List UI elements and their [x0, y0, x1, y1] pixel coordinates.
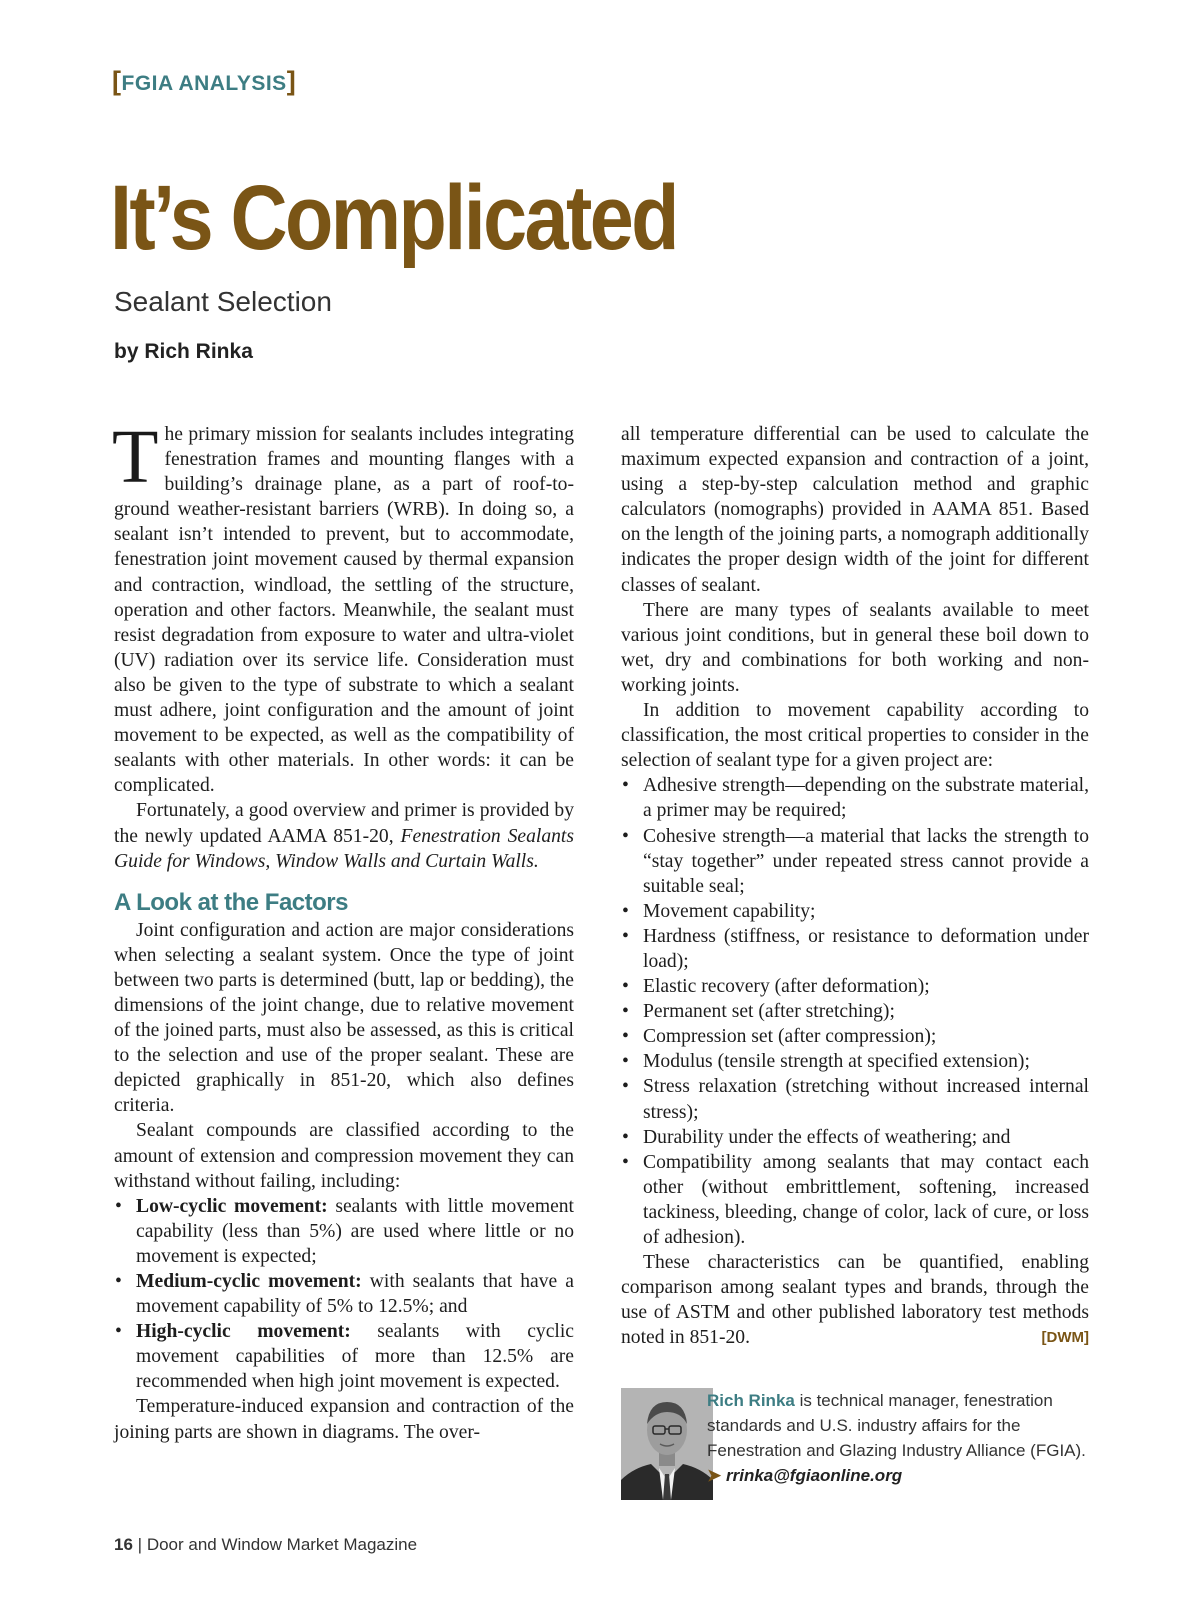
- list-item: • Adhesive strength—depending on the substrate material, a primer may be required;: [622, 775, 1089, 822]
- drop-cap: T: [112, 415, 159, 499]
- list-item-desc: with sealants that have a movement capability of 5% to 12.5%; and: [136, 1271, 574, 1318]
- author-email[interactable]: [707, 1466, 902, 1485]
- list-item: • Compatibility among sealants that may contact each other (without embrittlement, softening, increased tackiness, bleeding, change of color, lack of cure, or loss of adhesion).: [622, 1151, 1089, 1248]
- primer-text: Fortunately, a good overview and primer is provided by the newly updated AAMA 851-20,: [114, 800, 574, 847]
- list-item: • Cohesive strength—a material that lacks the strength to “stay together” under repeated stress cannot provide a suitable seal;: [622, 825, 1089, 897]
- right-column: [621, 422, 1089, 1350]
- list-item: • Movement capability;: [622, 900, 816, 922]
- footer-separator: |: [137, 1535, 143, 1554]
- list-item: • Permanent set (after stretching);: [622, 1001, 895, 1023]
- list-item: • Elastic recovery (after deformation);: [622, 976, 930, 998]
- bio-text: [707, 1388, 1097, 1488]
- author-portrait-icon: [621, 1388, 713, 1500]
- author-bio: [621, 1388, 1091, 1500]
- list-item-text: Modulus (tensile strength at specified extension);: [643, 1051, 1030, 1073]
- publication-title: Fenestration Sealants Guide for Windows, Window Walls and Curtain Walls.: [114, 825, 574, 872]
- email-address[interactable]: rrinka@fgiaonline.org: [725, 1466, 903, 1485]
- page-footer: [114, 1535, 417, 1555]
- factors-paragraph: Joint configuration and action are major considerations when selecting a sealant system. Once the type of joint between two parts is determined (butt, lap or bedding), the dimensions of the joint change, due to relative movement of the joined parts, must also be assessed, as this is critical to the selection and use of the proper sealant. These are depicted graphically in 851-20, which also defines criteria.: [114, 919, 574, 1117]
- author-description: is technical manager, fenestration standards and U.S. industry affairs for the Fenestration and Glazing Industry Alliance (FGIA).: [707, 1391, 1086, 1460]
- end-tag: [DWM]: [1041, 1329, 1089, 1347]
- properties-list: [621, 773, 1089, 1250]
- closing-text: These characteristics can be quantified, enabling comparison among sealant types and brands, through the use of ASTM and other published laboratory test methods noted in 851-20.: [621, 1252, 1089, 1349]
- list-item-text: Movement capability;: [643, 900, 816, 922]
- list-item-text: Permanent set (after stretching);: [643, 1001, 895, 1023]
- list-item: • Stress relaxation (stretching without increased internal stress);: [622, 1076, 1089, 1123]
- temperature-paragraph: Temperature-induced expansion and contraction of the joining parts are shown in diagrams. The over-: [114, 1396, 574, 1443]
- list-item: • High-cyclic movement: sealants with cyclic movement capabilities of more than 12.5% are recommended when high joint movement is expected.: [115, 1321, 574, 1393]
- list-item: • Low-cyclic movement: sealants with little movement capability (less than 5%) are used where little or no movement is expected;: [115, 1195, 575, 1267]
- list-item-text: Compatibility among sealants that may contact each other (without embrittlement, softening, increased tackiness, bleeding, change of color, lack of cure, or loss of adhesion).: [643, 1151, 1089, 1248]
- left-column: [112, 415, 575, 1445]
- article-subtitle: Sealant Selection: [114, 286, 332, 317]
- publication-name: Door and Window Market Magazine: [146, 1535, 418, 1554]
- author-photo: [621, 1388, 713, 1500]
- list-item-text: Cohesive strength—a material that lacks the strength to “stay together” under repeated stress cannot provide a suitable seal;: [643, 825, 1089, 897]
- article-title: It’s Complicated: [110, 167, 677, 269]
- intro-paragraph: [112, 415, 574, 798]
- list-item: • Compression set (after compression);: [622, 1026, 937, 1048]
- list-item-text: Stress relaxation (stretching without increased internal stress);: [643, 1076, 1089, 1123]
- list-item-text: Compression set (after compression);: [643, 1026, 937, 1048]
- factors-heading: A Look at the Factors: [114, 888, 348, 916]
- movement-list: [114, 1194, 574, 1395]
- page-number: 16: [114, 1535, 133, 1554]
- tag-label: FGIA ANALYSIS: [121, 72, 287, 95]
- list-item-text: Elastic recovery (after deformation);: [643, 976, 930, 998]
- list-item: • Modulus (tensile strength at specified extension);: [622, 1051, 1030, 1073]
- arrow-icon: ➤: [707, 1466, 722, 1485]
- tag-bracket-close: ]: [286, 66, 297, 96]
- list-item: • Hardness (stiffness, or resistance to deformation under load);: [622, 925, 1089, 972]
- types-paragraph: There are many types of sealants available to meet various joint conditions, but in general these boil down to wet, dry and combinations for both working and non-working joints.: [621, 599, 1089, 696]
- continued-paragraph: all temperature differential can be used to calculate the maximum expected expansion and contraction of a joint, using a step-by-step calculation method and graphic calculators (nomographs) provided in AAMA 851. Based on the length of the joining parts, a nomograph additionally indicates the proper design width of the joint for different classes of sealant.: [621, 424, 1089, 596]
- primer-paragraph: [114, 798, 574, 873]
- author-name: Rich Rinka: [707, 1391, 795, 1410]
- list-item-term: High-cyclic movement:: [136, 1321, 351, 1343]
- section-tag: [112, 66, 296, 97]
- tag-bracket-open: [: [112, 66, 122, 96]
- list-item: • Durability under the effects of weathering; and: [622, 1126, 1011, 1148]
- intro-text: he primary mission for sealants includes integrating fenestration frames and mounting flanges with a building’s drainage plane, as a part of roof-to-ground weather-resistant barriers (WRB). In doing so, a sealant isn’t intended to prevent, but to accommodate, fenestration joint movement caused by thermal expansion and contraction, windload, the settling of the structure, operation and other factors. Meanwhile, the sealant must resist degradation from exposure to water and ultra-violet (UV) radiation over its service life. Consideration must also be given to the type of substrate to which a sealant must adhere, joint configuration and the amount of joint movement to be expected, as well as the compatibility of sealants with other materials. In other words: it can be complicated.: [114, 424, 574, 797]
- properties-intro: In addition to movement capability according to classification, the most critical properties to consider in the selection of sealant type for a given project are:: [621, 700, 1089, 772]
- list-item-text: Durability under the effects of weathering; and: [643, 1126, 1011, 1148]
- byline: by Rich Rinka: [114, 340, 253, 363]
- closing-paragraph: [621, 1250, 1089, 1350]
- classification-paragraph: Sealant compounds are classified according to the amount of extension and compression movement they can withstand without failing, including:: [114, 1120, 574, 1192]
- list-item-text: Adhesive strength—depending on the substrate material, a primer may be required;: [643, 775, 1089, 822]
- list-item-desc: sealants with little movement capability (less than 5%) are used where little or no movement is expected;: [136, 1195, 575, 1267]
- list-item-desc: sealants with cyclic movement capabilities of more than 12.5% are recommended when high joint movement is expected.: [136, 1321, 574, 1393]
- list-item-term: Medium-cyclic movement:: [136, 1271, 362, 1292]
- list-item-term: Low-cyclic movement:: [136, 1195, 328, 1217]
- list-item: • Medium-cyclic movement: with sealants that have a movement capability of 5% to 12.5%; and: [115, 1271, 574, 1318]
- list-item-text: Hardness (stiffness, or resistance to deformation under load);: [643, 925, 1089, 972]
